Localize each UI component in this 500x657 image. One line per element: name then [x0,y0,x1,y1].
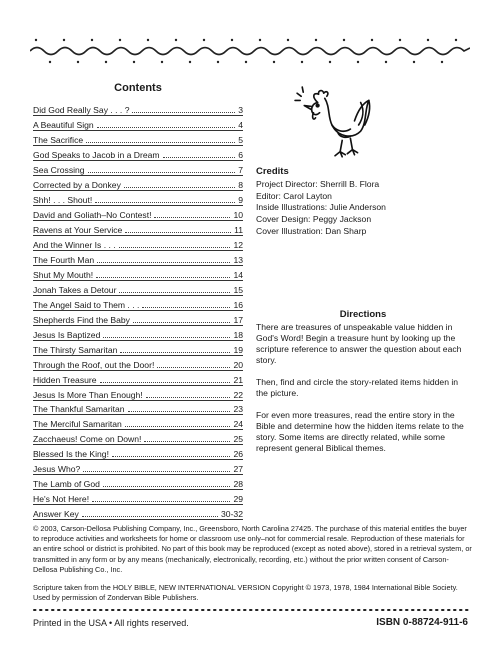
toc-entry-page: 27 [233,464,243,475]
directions-section [256,309,470,465]
toc-entry [33,311,243,326]
isbn: ISBN 0-88724-911-6 [376,617,468,628]
toc-entry-page: 22 [233,389,243,400]
toc-leader-dots [124,187,235,188]
toc-entry-page: 16 [233,299,243,310]
toc-entry [33,476,243,491]
toc-leader-dots [128,411,231,412]
toc-leader-dots [163,157,236,158]
toc-leader-dots [103,337,230,338]
toc-entry [33,326,243,341]
toc-leader-dots [157,367,230,368]
toc-entry-page: 23 [233,404,243,415]
credit-line: Editor: Carol Layton [256,190,332,201]
toc-leader-dots [132,112,235,113]
toc-leader-dots [112,456,230,457]
toc-entry-page: 3 [238,104,243,115]
toc-leader-dots [97,127,236,128]
toc-entry [33,176,243,191]
toc-leader-dots [133,322,230,323]
decorative-wave-border [30,36,470,66]
copyright-notice: © 2003, Carson-Dellosa Publishing Company, Inc., Greensboro, North Carolina 27425. The purchase of this material entitles the buyer to reproduce activities and worksheets for home or classroom use only–not for commercial resale. Reproduction of these materials for an entire school or district is prohibited. No part of this book may be reproduced (except as noted above), stored in a retrieval system, or transmitted in any form or by any means (mechanically, electronically, recording, etc.) without the prior written consent of Carson-Dellosa Publishing Co., Inc. [33,524,472,574]
toc-entry [33,296,243,311]
toc-entry-title: The Lamb of God [33,479,100,490]
toc-leader-dots [86,142,235,143]
rooster-illustration [293,84,375,166]
toc-leader-dots [125,426,231,427]
toc-entry-page: 5 [238,134,243,145]
toc-entry [33,506,243,521]
toc-entry [33,116,243,131]
toc-entry-page: 9 [238,194,243,205]
toc-entry-page: 6 [238,149,243,160]
toc-entry-title: Ravens at Your Service [33,224,123,235]
toc-entry-title: The Merciful Samaritan [33,419,122,430]
credit-line: Cover Illustration: Dan Sharp [256,225,367,236]
toc-entry-title: Through the Roof, out the Door! [33,359,155,370]
toc-entry-title: Sea Crossing [33,164,85,175]
toc-entry [33,386,243,401]
toc-entry-page: 8 [238,179,243,190]
toc-leader-dots [96,277,230,278]
toc-entry-title: Answer Key [33,509,79,520]
credit-line: Inside Illustrations: Julie Anderson [256,202,386,213]
toc-entry-title: Blessed Is the King! [33,449,109,460]
toc-entry [33,341,243,356]
toc-entry-title: Jesus Who? [33,464,81,475]
toc-entry-page: 19 [233,344,243,355]
toc-entry-title: The Fourth Man [33,254,95,265]
toc-entry-page: 30-32 [221,509,243,520]
toc-entry [33,401,243,416]
toc-entry [33,491,243,506]
toc-entry [33,236,243,251]
toc-entry-page: 15 [233,284,243,295]
toc-entry-page: 29 [233,494,243,505]
toc-entry [33,416,243,431]
toc-entry-page: 18 [233,329,243,340]
toc-entry [33,251,243,266]
toc-entry [33,161,243,176]
toc-entry-title: The Angel Said to Them . . . [33,299,140,310]
toc-entry [33,131,243,146]
toc-entry-page: 11 [234,224,243,235]
toc-entry-page: 12 [233,239,243,250]
toc-leader-dots [119,292,230,293]
toc-entry [33,191,243,206]
toc-leader-dots [119,247,231,248]
directions-paragraph: Then, find and circle the story-related items hidden in the picture. [256,377,459,398]
toc-entry [33,371,243,386]
toc-leader-dots [103,486,231,487]
table-of-contents [33,82,243,521]
toc-entry [33,266,243,281]
toc-entry-title: Jesus Is More Than Enough! [33,389,143,400]
toc-entry-page: 10 [233,209,243,220]
toc-entry-title: Jesus Is Baptized [33,329,101,340]
toc-entry-title: Shh! . . . Shout! [33,194,93,205]
toc-entry-title: He's Not Here! [33,494,90,505]
toc-leader-dots [97,262,230,263]
toc-entry-page: 21 [233,374,243,385]
toc-leader-dots [154,217,230,218]
toc-entry [33,356,243,371]
toc-entry-title: Did God Really Say . . . ? [33,104,130,115]
toc-entry-title: The Thankful Samaritan [33,404,125,415]
toc-entry-page: 24 [233,419,243,430]
toc-entry-page: 7 [238,164,243,175]
toc-leader-dots [120,352,230,353]
contents-heading: Contents [114,82,162,94]
toc-entry-title: The Sacrifice [33,134,84,145]
toc-entry-title: Hidden Treasure [33,374,97,385]
toc-entry-title: Corrected by a Donkey [33,179,121,190]
toc-entry [33,221,243,236]
toc-leader-dots [88,172,236,173]
toc-leader-dots [92,501,230,502]
toc-entry-page: 26 [233,449,243,460]
toc-entry-title: A Beautiful Sign [33,119,94,130]
toc-leader-dots [83,471,230,472]
toc-leader-dots [95,202,235,203]
toc-entry-title: David and Goliath–No Contest! [33,209,152,220]
credits-heading: Credits [256,166,289,177]
toc-entry-title: Shepherds Find the Baby [33,314,130,325]
directions-paragraph: For even more treasures, read the entire story in the Bible and determine how the hidden items relate to the story. Some items are directly related, while some represent general Biblical themes. [256,410,464,453]
dotted-divider [33,608,470,612]
toc-entry-title: Shut My Mouth! [33,269,94,280]
toc-leader-dots [146,397,231,398]
toc-leader-dots [82,516,218,517]
directions-paragraph: There are treasures of unspeakable value hidden in God's Word! Begin a treasure hunt by looking up the scripture reference to answer the question about each story. [256,322,462,365]
toc-entry [33,101,243,116]
toc-entry [33,281,243,296]
toc-entry-page: 17 [233,314,243,325]
toc-entry [33,146,243,161]
printed-notice: Printed in the USA • All rights reserved. [33,618,189,628]
toc-entry-page: 13 [233,254,243,265]
toc-entry [33,461,243,476]
toc-entry [33,206,243,221]
toc-entry-title: The Thirsty Samaritan [33,344,118,355]
toc-entry-title: God Speaks to Jacob in a Dream [33,149,160,160]
credit-line: Project Director: Sherrill B. Flora [256,178,380,189]
toc-entry-title: Zacchaeus! Come on Down! [33,434,142,445]
credits-section [256,166,470,238]
toc-leader-dots [100,382,231,383]
toc-entry [33,446,243,461]
credit-line: Cover Design: Peggy Jackson [256,214,372,225]
toc-entry-page: 25 [233,434,243,445]
toc-entry-title: And the Winner Is . . . [33,239,116,250]
toc-leader-dots [144,441,230,442]
toc-entry-page: 28 [233,479,243,490]
toc-entry-title: Jonah Takes a Detour [33,284,117,295]
toc-entry-page: 4 [238,119,243,130]
scripture-notice: Scripture taken from the HOLY BIBLE, NEW INTERNATIONAL VERSION Copyright © 1973, 1978, 1984 International Bible Society. Used by permission of Zondervan Bible Publishers. [33,583,458,603]
toc-leader-dots [142,307,230,308]
toc-entry-page: 20 [233,359,243,370]
toc-leader-dots [125,232,231,233]
toc-entry-page: 14 [233,269,243,280]
directions-heading: Directions [339,309,387,320]
toc-entry [33,431,243,446]
toc-list [33,101,243,520]
